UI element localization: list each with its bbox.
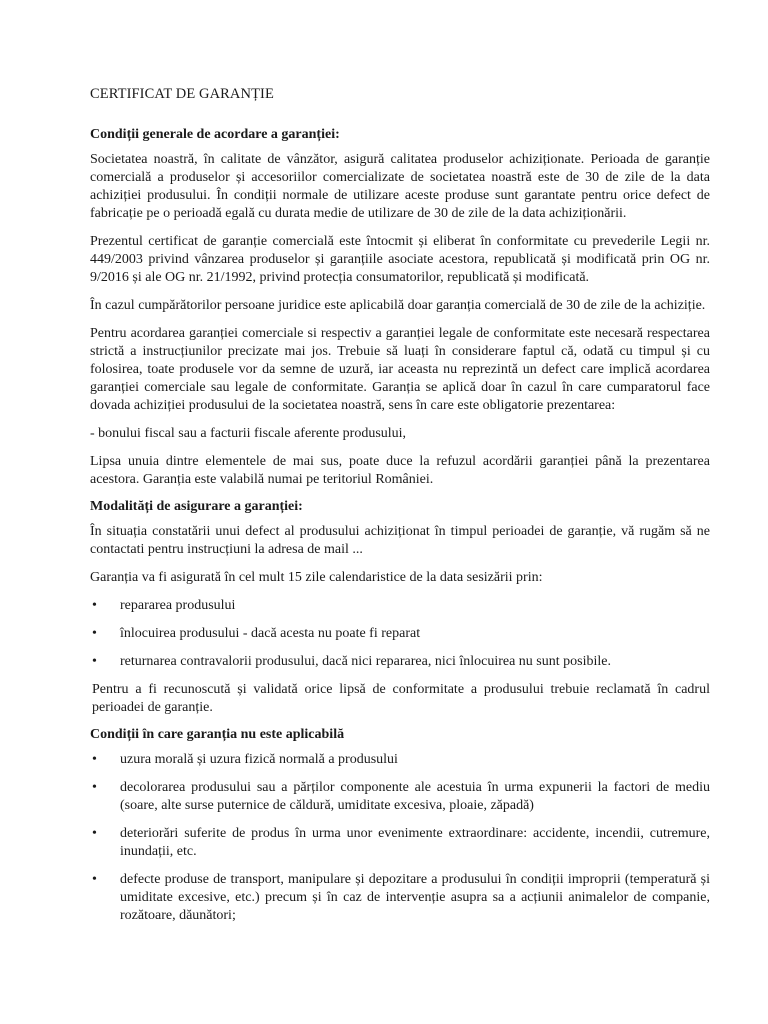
list-item: • repararea produsului xyxy=(90,597,710,615)
section-heading-exclusions: Condiții în care garanția nu este aplicabilă xyxy=(90,727,345,742)
list-item: • returnarea contravalorii produsului, dacă nici repararea, nici înlocuirea nu sunt posibile. xyxy=(90,653,710,671)
document-title: CERTIFICAT DE GARANȚIE xyxy=(90,86,274,102)
section-heading-general-conditions: Condiții generale de acordare a garanției: xyxy=(90,127,340,142)
list-item: • deteriorări suferite de produs în urma unor evenimente extraordinare: accidente, incendii, cutremure, inundații, etc. xyxy=(90,825,710,861)
paragraph: - bonului fiscal sau a facturii fiscale aferente produsului, xyxy=(90,426,407,441)
section-heading-warranty-methods: Modalități de asigurare a garanției: xyxy=(90,499,303,514)
exclusions-list xyxy=(90,751,710,925)
paragraph: În cazul cumpărătorilor persoane juridice este aplicabilă doar garanția comercială de 30 de zile de la achiziție. xyxy=(90,298,706,313)
paragraph: Pentru a fi recunoscută și validată orice lipsă de conformitate a produsului trebuie reclamată în cadrul perioadei de garanție. xyxy=(92,682,710,715)
paragraph: Prezentul certificat de garanție comercială este întocmit și eliberat în conformitate cu prevederile Legii nr. 449/2003 privind vânzarea produselor și garanțiile asociate acestora, republicată și modificată prin OG nr. 9/2016 și ale OG nr. 21/1992, privind protecția consumatorilor, republicată și modificată. xyxy=(90,234,710,285)
paragraph: Pentru acordarea garanției comerciale si respectiv a garanției legale de conformitate este necesară respectarea strictă a instrucțiunilor precizate mai jos. Trebuie să luați în considerare faptul că, odată cu timpul și cu folosirea, toate produsele vor da semne de uzură, iar aceasta nu reprezintă un defect care implică acordarea garanției comerciale sau legale de conformitate. Garanția se aplică doar în cazul în care cumparatorul face dovada achiziției produsului de la societatea noastră, sens în care este obligatorie prezentarea: xyxy=(90,326,710,413)
list-item: • înlocuirea produsului - dacă acesta nu poate fi reparat xyxy=(90,625,710,643)
list-item: • defecte produse de transport, manipulare și depozitare a produsului în condiții improprii (temperatură și umiditate excesive, etc.) precum și în caz de intervenție asupra sa a acțiunii animalelor de companie, rozătoare, dăunători; xyxy=(90,871,710,925)
paragraph: Lipsa unuia dintre elementele de mai sus, poate duce la refuzul acordării garanției până la prezentarea acestora. Garanția este valabilă numai pe teritoriul României. xyxy=(90,454,710,487)
paragraph: Garanția va fi asigurată în cel mult 15 zile calendaristice de la data sesizării prin: xyxy=(90,570,543,585)
warranty-methods-list xyxy=(90,597,710,671)
paragraph: În situația constatării unui defect al produsului achiziționat în timpul perioadei de garanție, vă rugăm să ne contactati pentru instrucțiuni la adresa de mail ... xyxy=(90,524,710,557)
list-item: • decolorarea produsului sau a părților componente ale acestuia în urma expunerii la factori de mediu (soare, alte surse puternice de căldură, umiditate excesiva, ploaie, zăpadă) xyxy=(90,779,710,815)
list-item: • uzura morală și uzura fizică normală a produsului xyxy=(90,751,710,769)
paragraph: Societatea noastră, în calitate de vânzător, asigură calitatea produselor achiziționate. Perioada de garanție comercială a produselor și accesoriilor comercializate de societatea noastră este de 30 de zile de la data achiziției produsului. În condiții normale de utilizare aceste produse sunt garantate pentru orice defect de fabricație pe o perioadă egală cu durata medie de utilizare de 30 de zile de la data achiziționării. xyxy=(90,152,710,221)
